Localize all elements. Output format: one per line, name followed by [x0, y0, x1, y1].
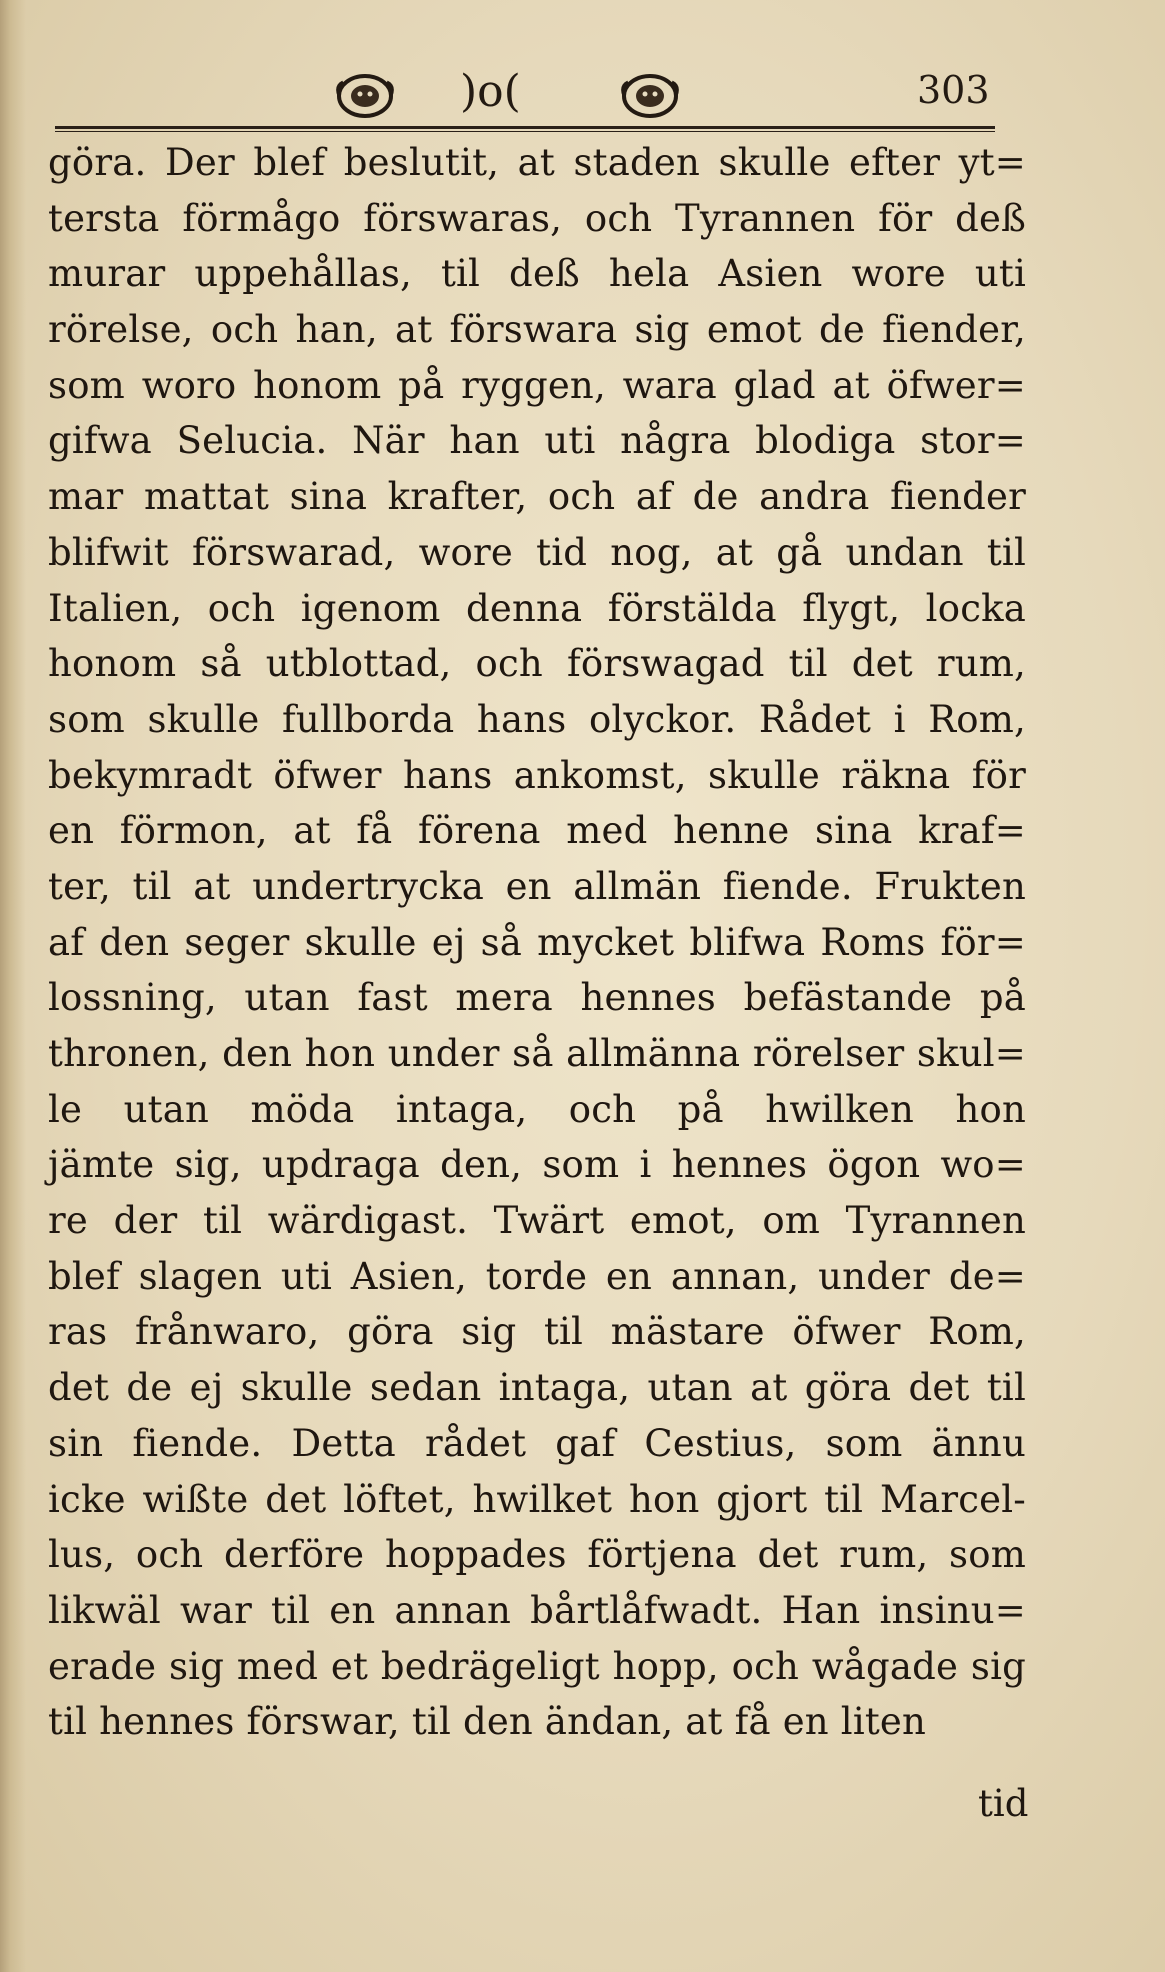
text-line: lus, och derföre hoppades förtjena det rum, som: [48, 1533, 1026, 1577]
text-line: thronen, den hon under så allmänna rörelser skul=: [48, 1032, 1026, 1075]
body-text: [48, 135, 1026, 1750]
header-center-mark: )o(: [460, 66, 521, 117]
page-number: 303: [917, 68, 990, 112]
text-line: blef slagen uti Asien, torde en annan, under de=: [48, 1254, 1026, 1298]
text-line: en förmon, at få förena med henne sina kraf=: [48, 809, 1026, 853]
text-line: jämte sig, updraga den, som i hennes ögon wo=: [48, 1143, 1026, 1187]
text-line: erade sig med et bedrägeligt hopp, och wågade sig: [48, 1644, 1026, 1688]
text-line: honom så utblottad, och förswagad til det rum,: [48, 642, 1026, 686]
text-line: ras frånwaro, göra sig til mästare öfwer Rom,: [48, 1310, 1026, 1354]
text-line: til hennes förswar, til den ändan, at få en liten: [48, 1700, 927, 1744]
text-line: murar uppehållas, til deß hela Asien wore uti: [48, 252, 1026, 296]
text-line: likwäl war til en annan bårtlåfwadt. Han insinu=: [48, 1588, 1026, 1632]
text-line: ter, til at undertrycka en allmän fiende. Frukten: [48, 864, 1026, 908]
text-line: sin fiende. Detta rådet gaf Cestius, som ännu: [48, 1421, 1026, 1465]
text-line: mar mattat sina krafter, och af de andra fiender: [48, 475, 1026, 519]
text-line: af den seger skulle ej så mycket blifwa Roms för=: [48, 920, 1026, 964]
text-line: det de ej skulle sedan intaga, utan at göra det til: [48, 1366, 1026, 1410]
spine-shadow: [0, 0, 26, 1972]
text-line: göra. Der blef beslutit, at staden skulle efter yt=: [48, 141, 1026, 184]
page-header: [55, 62, 995, 130]
text-line: le utan möda intaga, och på hwilken hon: [48, 1087, 1026, 1131]
text-line: blifwit förswarad, wore tid nog, at gå undan til: [48, 530, 1026, 574]
face-ornament-icon: [620, 70, 680, 120]
text-line: som skulle fullborda hans olyckor. Rådet i Rom,: [48, 697, 1026, 741]
text-line: lossning, utan fast mera hennes befästande på: [48, 976, 1026, 1020]
text-line: tersta förmågo förswaras, och Tyrannen för deß: [48, 196, 1026, 240]
catchword: tid: [978, 1782, 1029, 1825]
text-line: Italien, och igenom denna förstälda flygt, locka: [48, 586, 1026, 630]
text-line: icke wißte det löftet, hwilket hon gjort til Marcel-: [48, 1477, 1026, 1521]
text-line: som woro honom på ryggen, wara glad at öfwer=: [48, 363, 1026, 407]
text-line: rörelse, och han, at förswara sig emot de fiender,: [48, 308, 1026, 352]
text-line: gifwa Selucia. När han uti några blodiga stor=: [48, 419, 1026, 463]
face-ornament-icon: [335, 70, 395, 120]
text-line: re der til wärdigast. Twärt emot, om Tyrannen: [48, 1199, 1026, 1243]
header-rule: [55, 126, 995, 132]
text-line: bekymradt öfwer hans ankomst, skulle räkna för: [48, 753, 1026, 797]
